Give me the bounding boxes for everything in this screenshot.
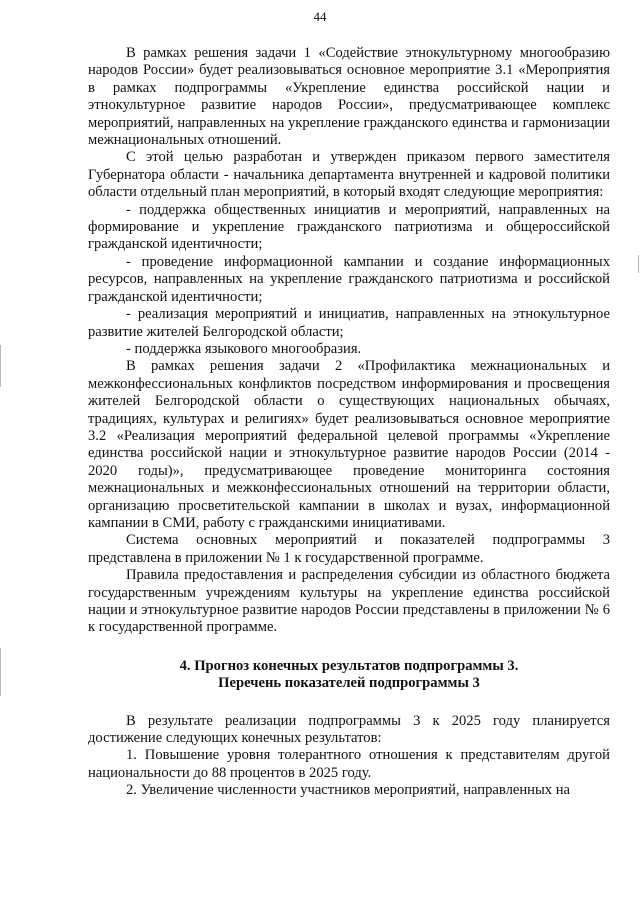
paragraph-rules: Правила предоставления и распределения субсидии из областного бюджета государственным учреждениям культуры на укрепление единства российской нации и этнокультурное развитие народов России представлены в приложении № 6 к государственной программе. <box>88 567 610 636</box>
list-item: - реализация мероприятий и инициатив, направленных на этнокультурное развитие жителей Белгородской области; <box>88 306 610 340</box>
paragraph-task1: В рамках решения задачи 1 «Содействие этнокультурному многообразию народов России» будет реализовываться основное мероприятие 3.1 «Мероприятия в рамках подпрограммы «Укрепление единства российской нации и этнокультурное развитие народов России», предусматривающее комплекс мероприятий, направленных на укрепление гражданского единства и гармонизации межнациональных отношений. <box>88 45 610 149</box>
paragraph-task2: В рамках решения задачи 2 «Профилактика межнациональных и межконфессиональных конфликтов посредством информирования и просвещения жителей Белгородской области о существующих национальных обычаях, традициях, культурах и религиях» будет реализовываться основное мероприятие 3.2 «Реализация мероприятий федеральной целевой программы «Укрепление единства российской нации и этнокультурное развитие народов России (2014 - 2020 годы)», предусматривающее проведение мониторинга состояния межнациональных и межконфессиональных отношений на территории области, организацию просветительской кампании в школах и вузах, информационной кампании в СМИ, работу с гражданскими инициативами. <box>88 358 610 531</box>
list-item: - проведение информационной кампании и создание информационных ресурсов, направленных на укрепление гражданского патриотизма и российской гражданской идентичности; <box>88 253 610 305</box>
paragraph-results-intro: В результате реализации подпрограммы 3 к 2025 году планируется достижение следующих конечных результатов: <box>88 712 610 747</box>
scan-edge-mark <box>638 255 639 273</box>
list-item: - поддержка языкового многообразия. <box>126 340 362 357</box>
list-item: - поддержка общественных инициатив и мероприятий, направленных на формирование и укрепление гражданского патриотизма и общероссийской гражданской идентичности; <box>88 201 610 253</box>
list-item: 2. Увеличение численности участников мероприятий, направленных на <box>126 782 570 799</box>
page-number: 44 <box>313 9 327 24</box>
spacer <box>88 693 610 713</box>
section-subheading: Перечень показателей подпрограммы 3 <box>218 675 480 692</box>
scan-edge-mark <box>0 345 1 387</box>
paragraph-plan-intro: С этой целью разработан и утвержден приказом первого заместителя Губернатора области - начальника департамента внутренней и кадровой политики области отдельный план мероприятий, в который входят следующие мероприятия: <box>88 149 610 201</box>
spacer <box>88 637 610 658</box>
document-body <box>88 45 610 800</box>
section-heading: 4. Прогноз конечных результатов подпрограммы 3. <box>179 657 519 674</box>
scan-edge-mark <box>0 648 1 696</box>
paragraph-system: Система основных мероприятий и показателей подпрограммы 3 представлена в приложении № 1 к государственной программе. <box>88 532 610 566</box>
list-item: 1. Повышение уровня толерантного отношения к представителям другой национальности до 88 процентов в 2025 году. <box>88 747 610 781</box>
